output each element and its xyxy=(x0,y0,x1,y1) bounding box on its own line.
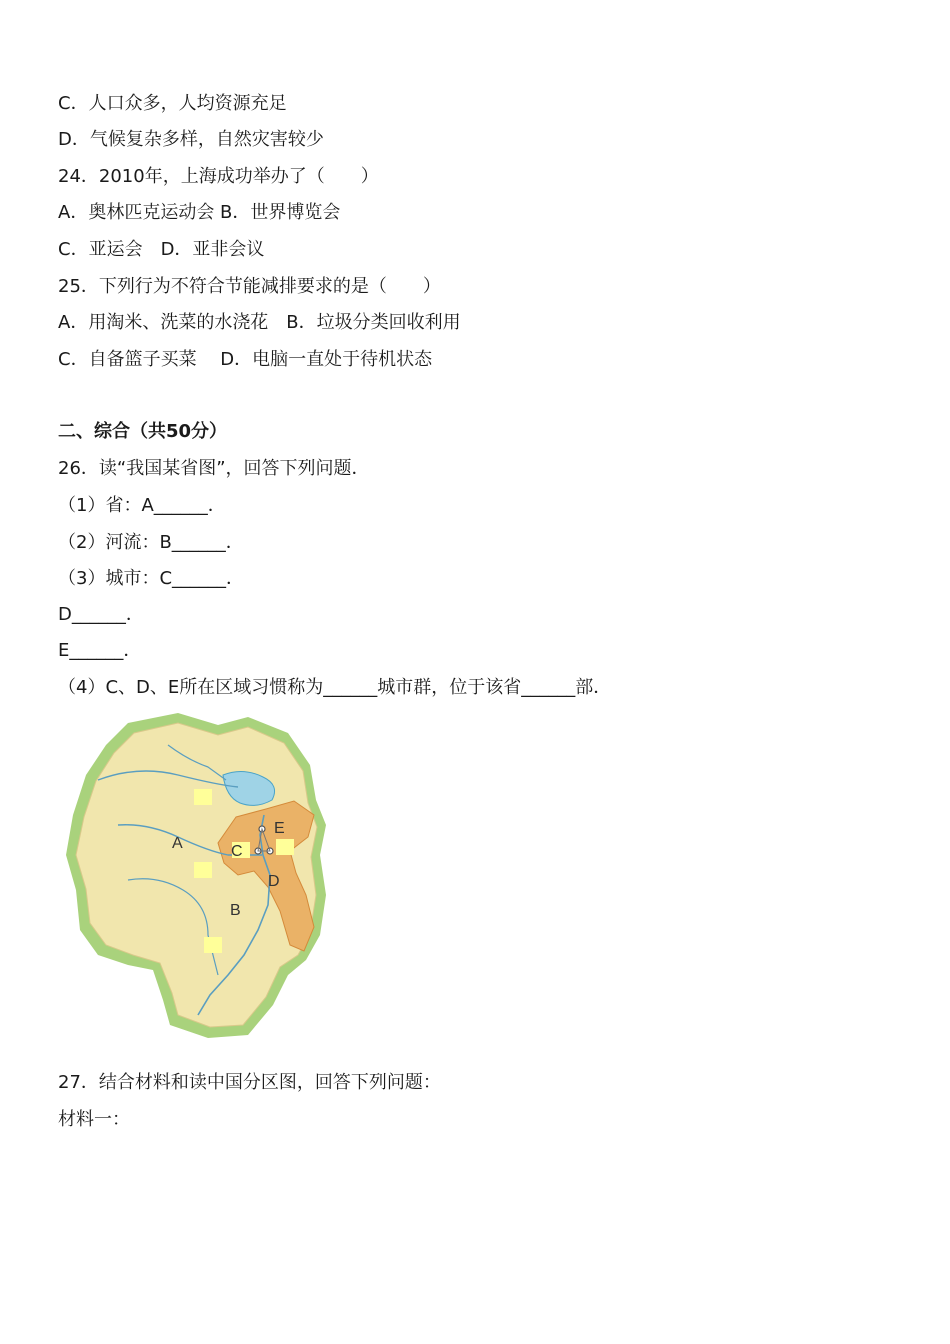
province-map xyxy=(58,705,330,1041)
map-label-c: C xyxy=(231,843,243,860)
options-24-ab: A．奥林匹克运动会 B．世界博览会 xyxy=(58,202,341,223)
question-26: 26．读“我国某省图”，回答下列问题． xyxy=(58,458,370,479)
option-23c: C．人口众多，人均资源充足 xyxy=(58,93,287,114)
question-26-3: （3）城市：C______． xyxy=(58,568,245,589)
option-23d: D．气候复杂多样，自然灾害较少 xyxy=(58,129,324,150)
question-26-4: （4）C、D、E所在区域习惯称为______城市群，位于该省______部． xyxy=(58,677,612,698)
question-26-1: （1）省：A______． xyxy=(58,495,226,516)
map-label-b: B xyxy=(230,902,241,919)
material-one-label: 材料一： xyxy=(58,1109,130,1130)
question-26-2: （2）河流：B______． xyxy=(58,532,244,553)
question-27: 27．结合材料和读中国分区图，回答下列问题： xyxy=(58,1072,441,1093)
map-label-d: D xyxy=(268,873,280,890)
options-25-ab: A．用淘米、洗菜的水浇花 B．垃圾分类回收利用 xyxy=(58,312,461,333)
question-26-3-e: E______． xyxy=(58,640,142,661)
options-24-cd: C．亚运会 D．亚非会议 xyxy=(58,239,265,260)
options-25-cd: C．自备篮子买菜 D．电脑一直处于待机状态 xyxy=(58,349,433,370)
section-heading: 二、综合（共50分） xyxy=(58,421,228,442)
question-25: 25．下列行为不符合节能减排要求的是（ ） xyxy=(58,276,441,297)
question-24: 24．2010年，上海成功举办了（ ） xyxy=(58,166,379,187)
map-label-e: E xyxy=(274,820,285,837)
map-label-a: A xyxy=(172,835,183,852)
question-26-3-d: D______． xyxy=(58,604,144,625)
